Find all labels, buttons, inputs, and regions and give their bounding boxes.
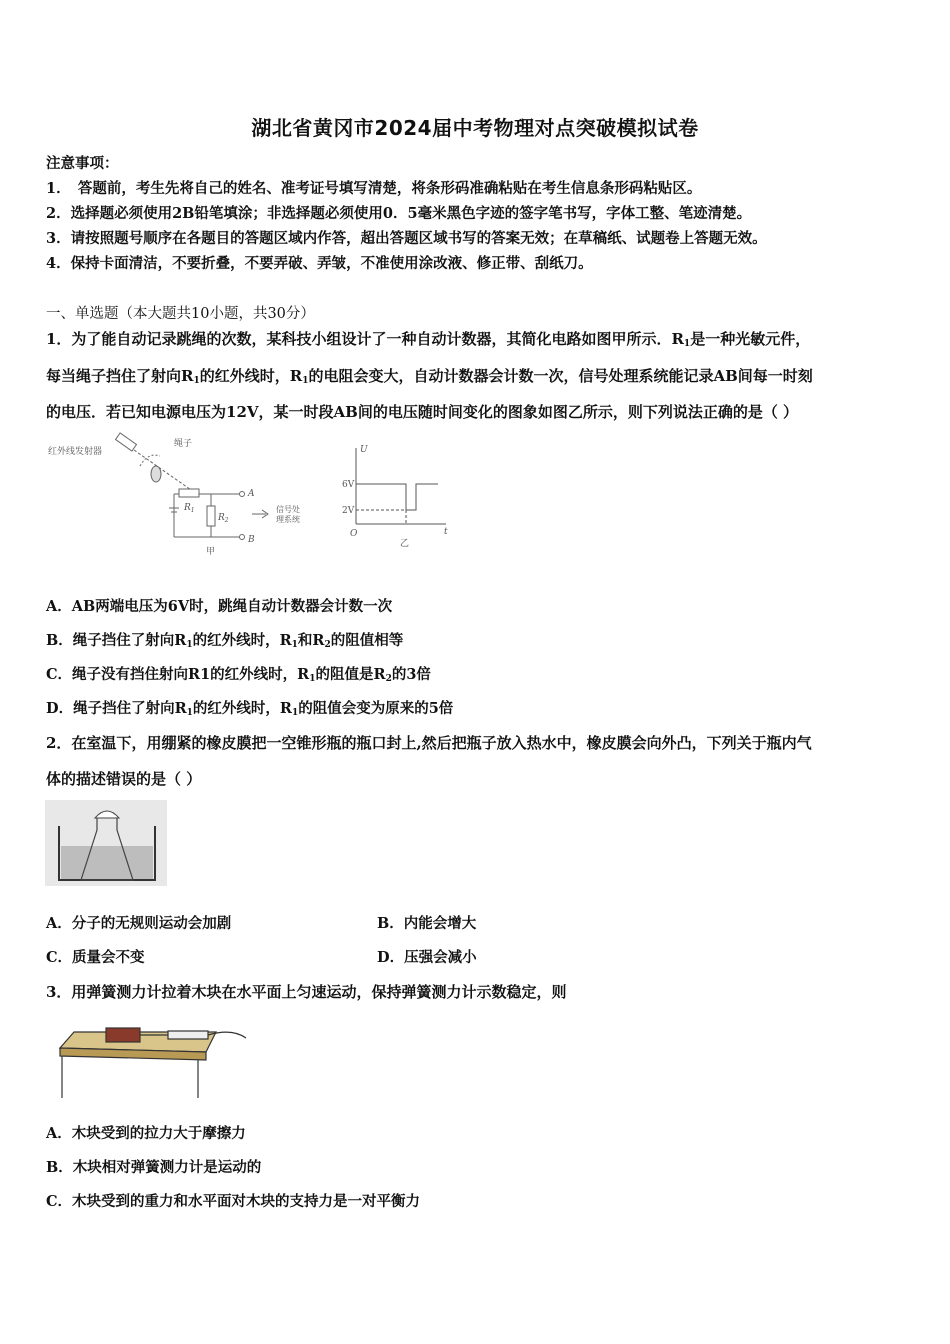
- terminal-b: [240, 535, 245, 540]
- r1-label: $R_1$: [184, 503, 195, 514]
- signal-label-2: 理系统: [276, 515, 300, 524]
- terminal-a: [240, 492, 245, 497]
- rope-label: 绳子: [174, 439, 193, 449]
- q1-line3: 的电压．若已知电源电压为12V，某一时段AB间的电压随时间变化的图象如图乙所示，则下列说法正确的是（ ）: [46, 403, 799, 421]
- emitter-shape: [116, 433, 137, 451]
- notice-item: 1． 答题前，考生先将自己的姓名、准考证号填写清楚，将条形码准确粘贴在考生信息条形码粘贴区。: [46, 180, 702, 197]
- q1-option-c: C．绳子没有挡住射向R1的红外线时，$R_1$的阻值是$R_2$的3倍: [46, 666, 431, 684]
- page-title: 湖北省黄冈市2024届中考物理对点突破模拟试卷: [251, 116, 699, 140]
- arrow-to-signal: [252, 510, 268, 518]
- q3-line1: 3．用弹簧测力计拉着木块在水平面上匀速运动，保持弹簧测力计示数稳定，则: [46, 983, 567, 1001]
- laser-beam: [134, 450, 194, 492]
- r2-resistor: [207, 506, 215, 526]
- terminal-a-label: A: [248, 489, 255, 499]
- notice-item: 2．选择题必须使用2B铅笔填涂；非选择题必须使用0．5毫米黑色字迹的签字笔书写，字体工整、笔迹清楚。: [46, 205, 752, 222]
- flask-in-water-image: [45, 800, 167, 886]
- q1-line1: 1．为了能自动记录跳绳的次数，某科技小组设计了一种自动计数器，其简化电路如图甲所示．$R_1$是一种光敏元件，: [46, 330, 811, 349]
- q1-option-b: B．绳子挡住了射向$R_1$的红外线时，$R_1$和$R_2$的阻值相等: [46, 632, 404, 650]
- q2-option-d: D．压强会减小: [377, 949, 477, 966]
- notice-item: 4．保持卡面清洁，不要折叠，不要弄破、弄皱，不准使用涂改液、修正带、刮纸刀。: [46, 255, 593, 272]
- notice-item: 3．请按照题号顺序在各题目的答题区域内作答，超出答题区域书写的答案无效；在草稿纸、试题卷上答题无效。: [46, 230, 767, 247]
- tick-2v: 2V: [342, 506, 355, 516]
- r1-resistor: [179, 489, 199, 497]
- voltage-graph-yi: [342, 440, 460, 552]
- signal-label-1: 信号处: [276, 505, 300, 514]
- tick-6v: 6V: [342, 480, 355, 490]
- q2-option-b: B．内能会增大: [377, 915, 477, 932]
- notice-heading: 注意事项：: [46, 155, 119, 172]
- terminal-b-label: B: [248, 535, 255, 545]
- y-axis-label: U: [360, 445, 368, 455]
- caption-yi: 乙: [400, 539, 410, 549]
- q2-line2: 体的描述错误的是（ ）: [46, 770, 202, 788]
- circuit-diagram-jia: [44, 432, 314, 558]
- q3-option-a: A．木块受到的拉力大于摩擦力: [46, 1125, 246, 1142]
- q3-option-b: B．木块相对弹簧测力计是运动的: [46, 1159, 262, 1176]
- x-axis-label: t: [444, 527, 448, 537]
- spring-scale-table-image: [56, 1018, 256, 1098]
- section-heading: 一、单选题（本大题共10小题，共30分）: [46, 306, 315, 322]
- rope-shape: [151, 466, 161, 482]
- q2-line1: 2．在室温下，用绷紧的橡皮膜把一空锥形瓶的瓶口封上,然后把瓶子放入热水中，橡皮膜会向外凸，下列关于瓶内气: [46, 734, 812, 752]
- q1-option-d: D．绳子挡住了射向$R_1$的红外线时，$R_1$的阻值会变为原来的5倍: [46, 700, 454, 718]
- q3-option-c: C．木块受到的重力和水平面对木块的支持力是一对平衡力: [46, 1193, 421, 1210]
- q1-line2: 每当绳子挡住了射向$R_1$的红外线时，$R_1$的电阻会变大，自动计数器会计数一次，信号处理系统能记录AB间每一时刻: [46, 367, 813, 386]
- q2-option-c: C．质量会不变: [46, 949, 145, 966]
- caption-jia: 甲: [206, 547, 216, 557]
- origin-label: O: [350, 529, 358, 539]
- q1-option-a: A．AB两端电压为6V时，跳绳自动计数器会计数一次: [46, 598, 393, 615]
- q2-option-a: A．分子的无规则运动会加剧: [46, 915, 232, 932]
- voltage-trace: [356, 484, 438, 510]
- r2-label: $R_2$: [218, 513, 229, 524]
- emitter-label: 红外线发射器: [48, 447, 103, 457]
